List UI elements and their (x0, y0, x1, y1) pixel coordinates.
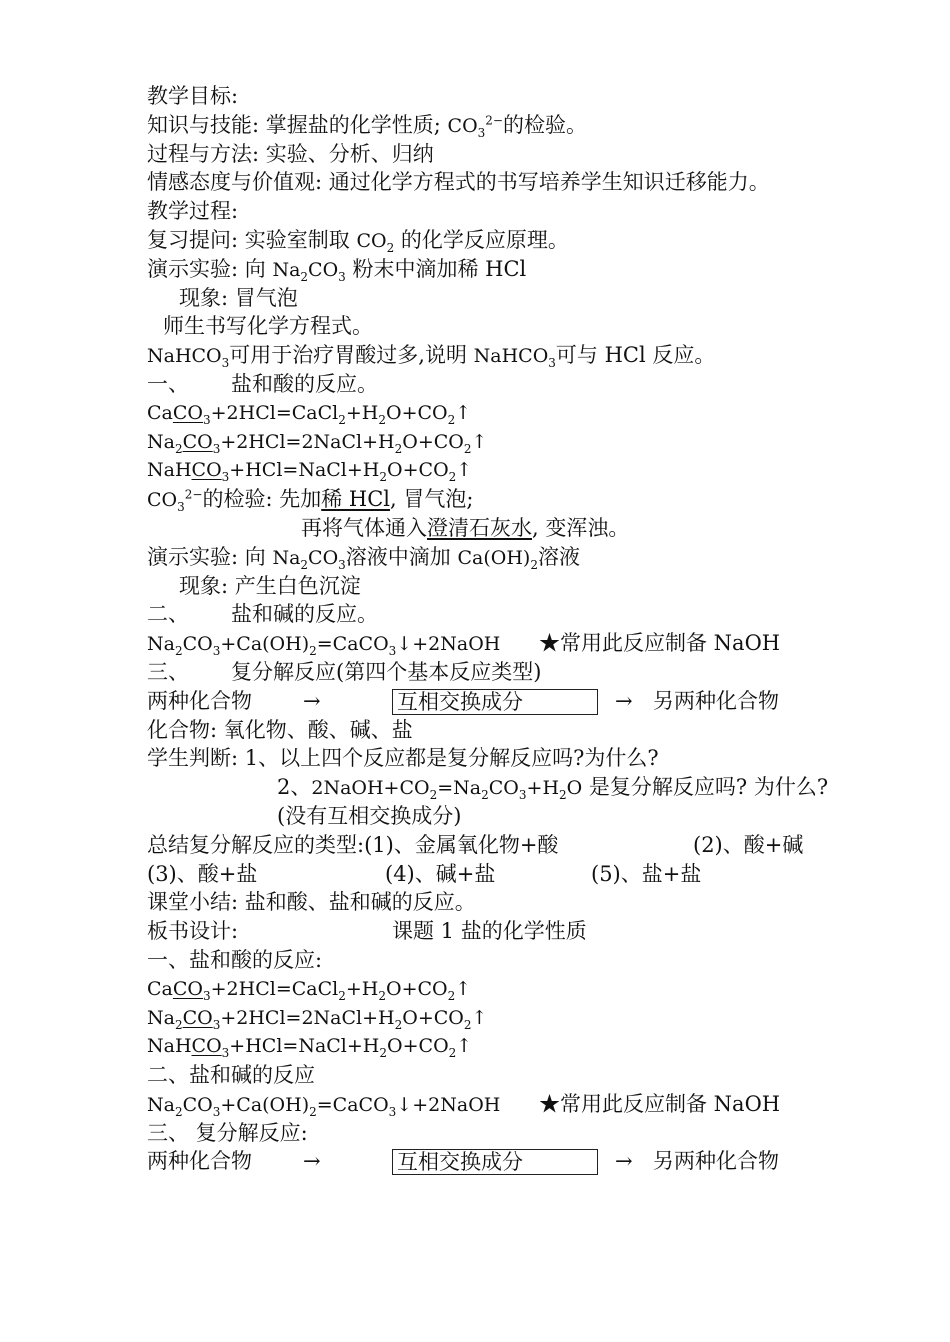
student-judgement-answer: (没有互相交换成分) (277, 803, 462, 828)
knowledge-objective: 知识与技能: 掌握盐的化学性质; $CO_3^{2-}$的检验。 (147, 112, 587, 140)
reaction-types-line-2: (3)、酸+盐 (4)、碱+盐 (5)、盐+盐 (147, 861, 702, 886)
process-objective: 过程与方法: 实验、分析、归纳 (147, 141, 434, 166)
demo2-observation: 现象: 产生白色沉淀 (179, 573, 361, 598)
section-2-heading: 二、 盐和碱的反应。 (147, 602, 378, 627)
board-exchange-diagram: 两种化合物 → 互相交换成分 → 另两种化合物 (147, 1149, 779, 1175)
board-equation-caco3-hcl: $CaCO_3+2HCl=CaCl_2+H_2O+CO_2↑$ (147, 977, 472, 1003)
document-body (147, 82, 887, 1176)
co3-test-line-1: $CO_3^{2-}$的检验: 先加稀 HCl, 冒气泡; (147, 487, 474, 514)
demo1-write-equation: 师生书写化学方程式。 (163, 314, 373, 339)
demo-experiment-2: 演示实验: 向 $Na_2CO_3$溶液中滴加 $Ca(OH)_2$溶液 (147, 544, 580, 572)
board-title: 课题 1 盐的化学性质 (392, 919, 587, 944)
compounds-list: 化合物: 氧化物、酸、碱、盐 (147, 717, 413, 742)
board-equation-na2co3-caoh2: $Na_2CO_3+Ca(OH)_2=CaCO_3↓+2NaOH$ ★常用此反应制备 NaOH (147, 1091, 781, 1119)
attitude-objective: 情感态度与价值观: 通过化学方程式的书写培养学生知识迁移能力。 (147, 170, 770, 195)
board-section-1: 一、盐和酸的反应: (147, 947, 323, 972)
board-equation-na2co3-hcl: $Na_2CO_3+2HCl=2NaCl+H_2O+CO_2↑$ (147, 1006, 488, 1032)
demo-experiment-1: 演示实验: 向 $Na_2CO_3$ 粉末中滴加稀 HCl (147, 256, 527, 284)
arrow-icon: → (303, 688, 321, 713)
equation-nahco3-hcl: $NaHCO_3+HCl=NaCl+H_2O+CO_2↑$ (147, 459, 473, 485)
nahco3-note: NaHCO$_3$可用于治疗胃酸过多,说明 NaHCO$_3$可与 HCl 反应。 (147, 343, 716, 370)
objectives-heading: 教学目标: (147, 84, 239, 108)
exchange-diagram: 两种化合物 → 互相交换成分 → 另两种化合物 (147, 688, 779, 714)
review-question: 复习提问: 实验室制取 $CO_2$ 的化学反应原理。 (147, 227, 569, 255)
process-heading: 教学过程: (147, 199, 239, 224)
board-exchange-box: 互相交换成分 (392, 1149, 598, 1175)
board-section-2: 二、盐和碱的反应 (147, 1063, 315, 1088)
demo1-observation: 现象: 冒气泡 (179, 285, 298, 310)
board-design: 板书设计: 课题 1 盐的化学性质 (147, 917, 887, 946)
board-equation-nahco3-hcl: $NaHCO_3+HCl=NaCl+H_2O+CO_2↑$ (147, 1035, 473, 1061)
board-arrow-icon-2: → (615, 1149, 633, 1174)
section-3-heading: 三、 复分解反应(第四个基本反应类型) (147, 659, 542, 684)
equation-na2co3-hcl: $Na_2CO_3+2HCl=2NaCl+H_2O+CO_2↑$ (147, 430, 488, 456)
board-star-note: ★常用此反应制备 NaOH (539, 1091, 781, 1116)
exchange-box: 互相交换成分 (392, 689, 598, 715)
star-note: ★常用此反应制备 NaOH (539, 631, 781, 656)
student-judgement-2: 2、$2NaOH+CO_2=Na_2CO_3+H_2O$ 是复分解反应吗? 为什么? (277, 775, 829, 802)
board-arrow-icon: → (303, 1149, 321, 1174)
class-summary: 课堂小结: 盐和酸、盐和碱的反应。 (147, 890, 476, 915)
equation-caco3-hcl: $CaCO_3+2HCl=CaCl_2+H_2O+CO_2↑$ (147, 401, 472, 427)
student-judgement-1: 学生判断: 1、以上四个反应都是复分解反应吗?为什么? (147, 746, 659, 771)
section-1-heading: 一、 盐和酸的反应。 (147, 371, 378, 396)
equation-na2co3-caoh2: $Na_2CO_3+Ca(OH)_2=CaCO_3↓+2NaOH$ ★常用此反应制备 NaOH (147, 631, 781, 658)
arrow-icon-2: → (615, 688, 633, 713)
reaction-types-line-1: 总结复分解反应的类型:(1)、金属氧化物+酸 (2)、酸+碱 (147, 832, 804, 857)
board-section-3: 三、 复分解反应: (147, 1120, 308, 1145)
co3-test-line-2: 再将气体通入澄清石灰水, 变浑浊。 (301, 515, 630, 540)
